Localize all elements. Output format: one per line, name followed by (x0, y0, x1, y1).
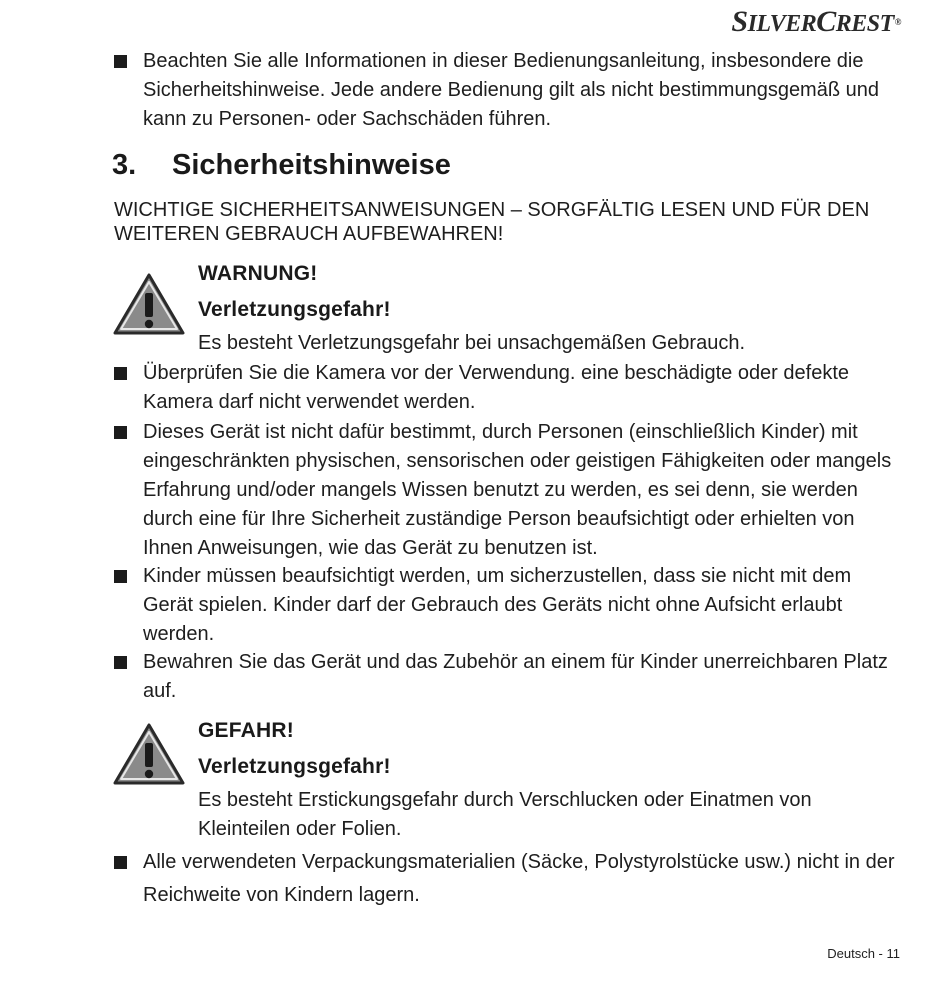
warning-text: Es besteht Verletzungsgefahr bei unsachgemäßen Gebrauch. (198, 332, 746, 354)
danger-signal-word: GEFAHR! (198, 719, 294, 742)
square-bullet-icon (114, 856, 127, 869)
square-bullet-icon (114, 367, 127, 380)
list-item: Überprüfen Sie die Kamera vor der Verwendung. eine beschädigte oder defekte Kamera darf nicht verwendet werden. (114, 359, 904, 417)
silvercrest-logo: SILVERCREST® (731, 5, 901, 38)
important-notice: WICHTIGE SICHERHEITSANWEISUNGEN – SORGFÄLTIG LESEN UND FÜR DEN WEITEREN GEBRAUCH AUFBEWAHREN! (114, 199, 870, 245)
danger-hazard-title: Verletzungsgefahr! (198, 755, 391, 778)
warning-triangle-icon (113, 272, 185, 336)
intro-bullet-text: Beachten Sie alle Informationen in dieser Bedienungsanleitung, insbesondere die Sicherheitshinweise. Jede andere Bedienung gilt als nicht bestimmungsgemäß und kann zu Personen- oder Sachschäden führen. (143, 50, 879, 130)
danger-text: Es besteht Erstickungsgefahr durch Verschlucken oder Einatmen von Kleinteilen oder Folien. (198, 789, 812, 840)
square-bullet-icon (114, 656, 127, 669)
list-item: Bewahren Sie das Gerät und das Zubehör an einem für Kinder unerreichbaren Platz auf. (114, 648, 904, 706)
section-heading (112, 149, 451, 182)
warning-signal-word: WARNUNG! (198, 262, 318, 285)
warning-triangle-icon (113, 722, 185, 786)
square-bullet-icon (114, 55, 127, 68)
section-number: 3. (112, 149, 137, 181)
section-title: Sicherheitshinweise (172, 149, 451, 181)
list-item: Dieses Gerät ist nicht dafür bestimmt, durch Personen (einschließlich Kinder) mit eingeschränkten physischen, sensorischen oder geistigen Fähigkeiten oder mangels Erfahrung und/oder mangels Wissen benutzt zu werden, es sei denn, sie werden durch eine für Ihre Sicherheit zuständige Person beaufsichtigt oder erhielten von Ihnen Anweisungen, wie das Gerät zu benutzen ist. (114, 418, 904, 563)
list-item: Alle verwendeten Verpackungsmaterialien (Säcke, Polystyrolstücke usw.) nicht in der Reichweite von Kindern lagern. (114, 846, 904, 912)
page-footer: Deutsch - 11 (827, 946, 900, 961)
warning-hazard-title: Verletzungsgefahr! (198, 298, 391, 321)
square-bullet-icon (114, 426, 127, 439)
intro-bullet (114, 47, 904, 134)
list-item: Kinder müssen beaufsichtigt werden, um sicherzustellen, dass sie nicht mit dem Gerät spielen. Kinder darf der Gebrauch des Geräts nicht ohne Aufsicht erlaubt werden. (114, 562, 904, 649)
square-bullet-icon (114, 570, 127, 583)
